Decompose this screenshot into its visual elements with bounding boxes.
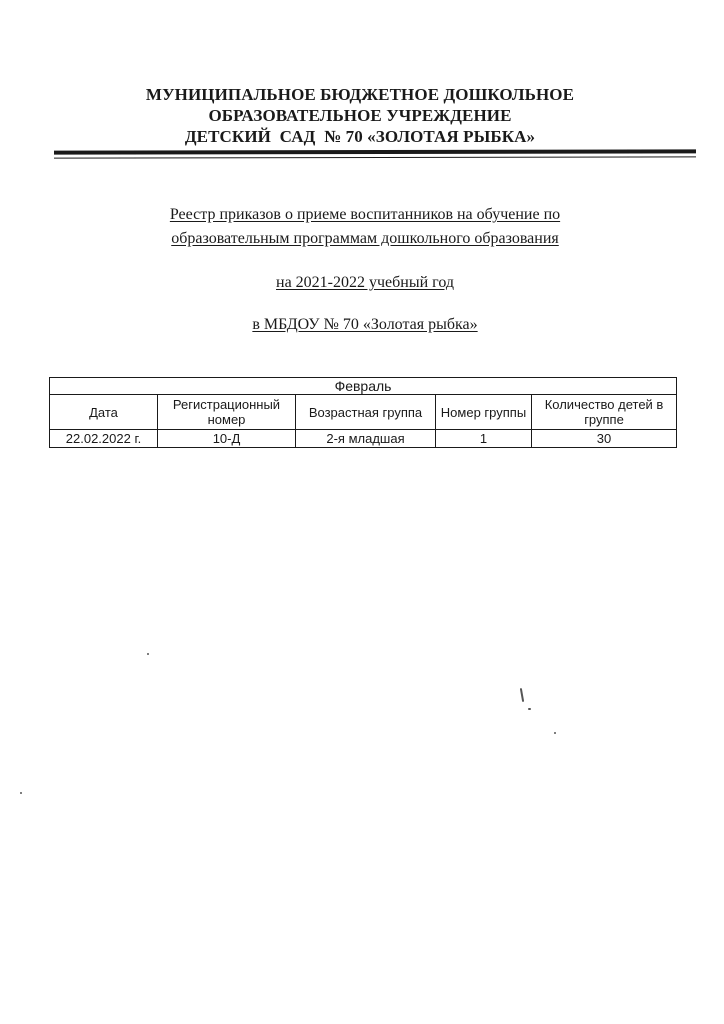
cell-age-group: 2-я младшая <box>296 430 436 448</box>
month-cell: Февраль <box>50 378 677 395</box>
scan-speck <box>528 708 531 710</box>
header-age-group: Возрастная группа <box>296 395 436 430</box>
month-row <box>50 378 677 395</box>
header-group-number: Номер группы <box>436 395 532 430</box>
organization-header <box>60 84 660 147</box>
orders-table <box>49 377 677 448</box>
org-name-line-1: МУНИЦИПАЛЬНОЕ БЮДЖЕТНОЕ ДОШКОЛЬНОЕ <box>145 85 575 104</box>
header-reg-number: Регистрационный номер <box>158 395 296 430</box>
scan-speck <box>554 732 556 734</box>
cell-reg-number: 10-Д <box>158 430 296 448</box>
cell-children-count: 30 <box>532 430 677 448</box>
scan-speck <box>520 688 524 702</box>
cell-date: 22.02.2022 г. <box>50 430 158 448</box>
org-name-line-2: ОБРАЗОВАТЕЛЬНОЕ УЧРЕЖДЕНИЕ <box>208 106 512 125</box>
header-divider-thin <box>54 156 696 158</box>
registry-title-block <box>50 203 680 337</box>
academic-year: на 2021-2022 учебный год <box>276 274 454 291</box>
registry-title-line-2: образовательным программам дошкольного образования <box>171 230 559 247</box>
org-name-line-3: ДЕТСКИЙ САД № 70 «ЗОЛОТАЯ РЫБКА» <box>184 127 536 146</box>
table-row <box>50 430 677 448</box>
scan-speck <box>20 792 22 794</box>
institution-name: в МБДОУ № 70 «Золотая рыбка» <box>252 316 478 333</box>
registry-title-line-1: Реестр приказов о приеме воспитанников на обучение по <box>169 206 561 223</box>
header-divider-thick <box>54 149 696 154</box>
cell-group-number: 1 <box>436 430 532 448</box>
header-children-count: Количество детей в группе <box>532 395 677 430</box>
table-header-row <box>50 395 677 430</box>
header-date: Дата <box>50 395 158 430</box>
scan-speck <box>147 653 149 655</box>
